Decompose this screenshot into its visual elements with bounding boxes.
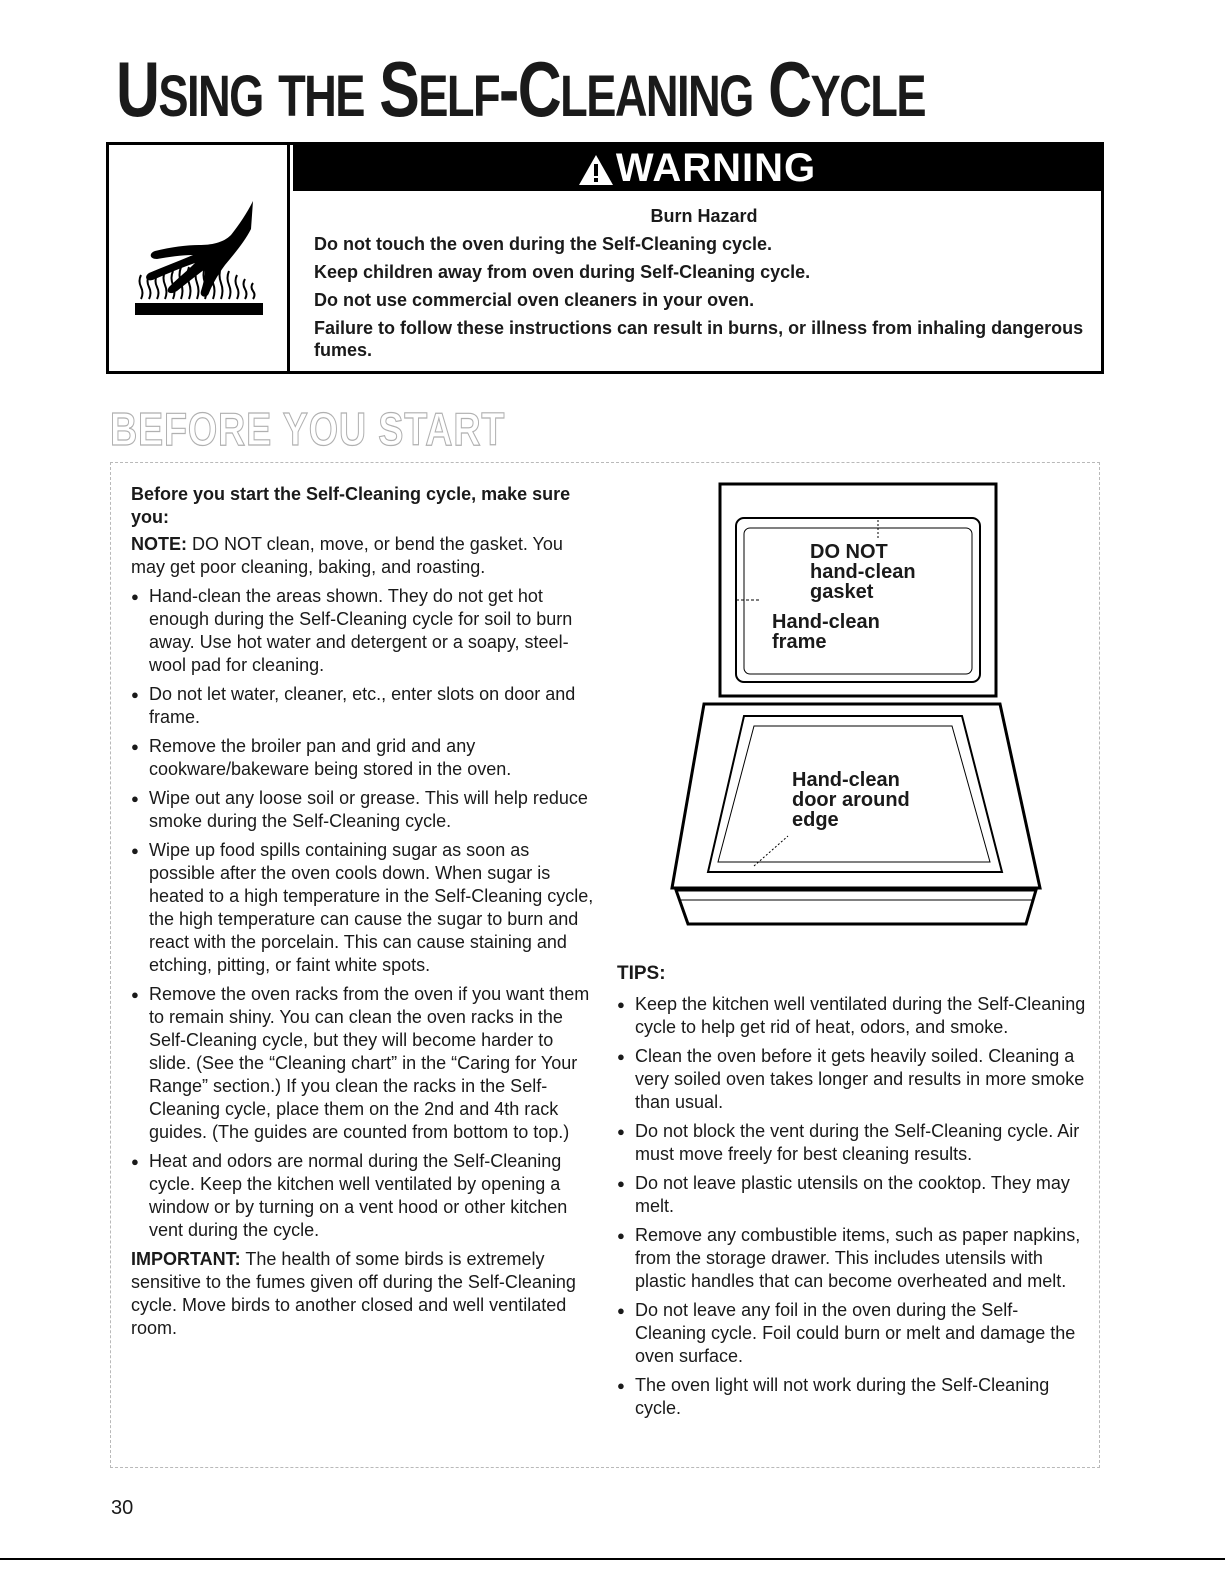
door-label: Hand-clean door around edge <box>792 769 910 831</box>
list-item: ● Do not block the vent during the Self-Cleaning cycle. Air must move freely for best cleaning results. <box>617 1120 1087 1166</box>
list-item: ● Keep the kitchen well ventilated during the Self-Cleaning cycle to help get rid of heat, odors, and smoke. <box>617 993 1087 1039</box>
section-heading: BEFORE YOU START <box>110 403 506 455</box>
important-paragraph <box>131 1248 596 1340</box>
list-item: ● Hand-clean the areas shown. They do not get hot enough during the Self-Cleaning cycle for soil to burn away. Use hot water and detergent or a soapy, steel-wool pad for cleaning. <box>131 585 596 677</box>
warning-header: WARNING <box>293 145 1101 191</box>
note-label: NOTE: <box>131 534 187 554</box>
page-title: USING THE SELF-CLEANING CYCLE <box>116 45 925 133</box>
list-item: ● Wipe up food spills containing sugar as soon as possible after the oven cools down. When sugar is heated to a high temperature in the Self-Cleaning cycle, the high temperature can cause the sugar to burn and react with the porcelain. This can cause staining and etching, pitting, or faint white spots. <box>131 839 596 977</box>
tips-list <box>617 993 1087 1420</box>
tips-column <box>617 962 1087 1426</box>
warning-line: Keep children away from oven during Self-Cleaning cycle. <box>314 262 811 282</box>
list-item: ● Clean the oven before it gets heavily soiled. Cleaning a very soiled oven takes longer and results in more smoke than usual. <box>617 1045 1087 1114</box>
list-item: ● Do not let water, cleaner, etc., enter slots on door and frame. <box>131 683 596 729</box>
warning-text <box>314 205 1094 367</box>
tips-heading: TIPS: <box>617 963 666 984</box>
intro-text: Before you start the Self-Cleaning cycle, make sure you: <box>131 484 571 527</box>
list-item: ● Do not leave any foil in the oven during the Self-Cleaning cycle. Foil could burn or melt and damage the oven surface. <box>617 1299 1087 1368</box>
warning-triangle-icon <box>578 154 614 186</box>
before-you-start-column <box>131 483 596 1340</box>
hot-surface-hand-icon <box>135 199 265 319</box>
note-text: DO NOT clean, move, or bend the gasket. You may get poor cleaning, baking, and roasting. <box>131 534 563 577</box>
list-item: ● The oven light will not work during the Self-Cleaning cycle. <box>617 1374 1087 1420</box>
frame-label: Hand-clean frame <box>772 611 880 653</box>
list-item: ● Remove the oven racks from the oven if you want them to remain shiny. You can clean the oven racks in the Self-Cleaning cycle, but they will become harder to slide. (See the “Cleaning chart” in the “Caring for Your Range” section.) If you clean the racks in the Self-Cleaning cycle, place them on the 2nd and 4th rack guides. (The guides are counted from bottom to top.) <box>131 983 596 1144</box>
warning-hazard: Burn Hazard <box>650 206 758 226</box>
gasket-label: DO NOT hand-clean gasket <box>810 541 916 603</box>
list-item: ● Remove any combustible items, such as paper napkins, from the storage drawer. This includes utensils with plastic handles that can become overheated and melt. <box>617 1224 1087 1293</box>
list-item: ● Wipe out any loose soil or grease. This will help reduce smoke during the Self-Cleaning cycle. <box>131 787 596 833</box>
note-paragraph <box>131 533 596 579</box>
important-text: The health of some birds is extremely sensitive to the fumes given off during the Self-Cleaning cycle. Move birds to another closed and well ventilated room. <box>131 1249 576 1338</box>
list-item: ● Heat and odors are normal during the Self-Cleaning cycle. Keep the kitchen well ventilated by opening a window or by turning on a vent hood or other kitchen vent during the cycle. <box>131 1150 596 1242</box>
oven-diagram <box>668 480 1048 940</box>
warning-line: Do not use commercial oven cleaners in your oven. <box>314 290 755 310</box>
list-item: ● Remove the broiler pan and grid and any cookware/bakeware being stored in the oven. <box>131 735 596 781</box>
warning-line: Do not touch the oven during the Self-Cleaning cycle. <box>314 234 773 254</box>
bottom-rule <box>0 1558 1225 1560</box>
list-item: ● Do not leave plastic utensils on the cooktop. They may melt. <box>617 1172 1087 1218</box>
warning-icon-cell <box>109 145 290 371</box>
page-number: 30 <box>111 1497 134 1519</box>
prep-list <box>131 585 596 1242</box>
warning-box <box>106 142 1104 374</box>
warning-line: Failure to follow these instructions can result in burns, or illness from inhaling dangerous fumes. <box>314 318 1084 360</box>
important-label: IMPORTANT: <box>131 1249 241 1269</box>
